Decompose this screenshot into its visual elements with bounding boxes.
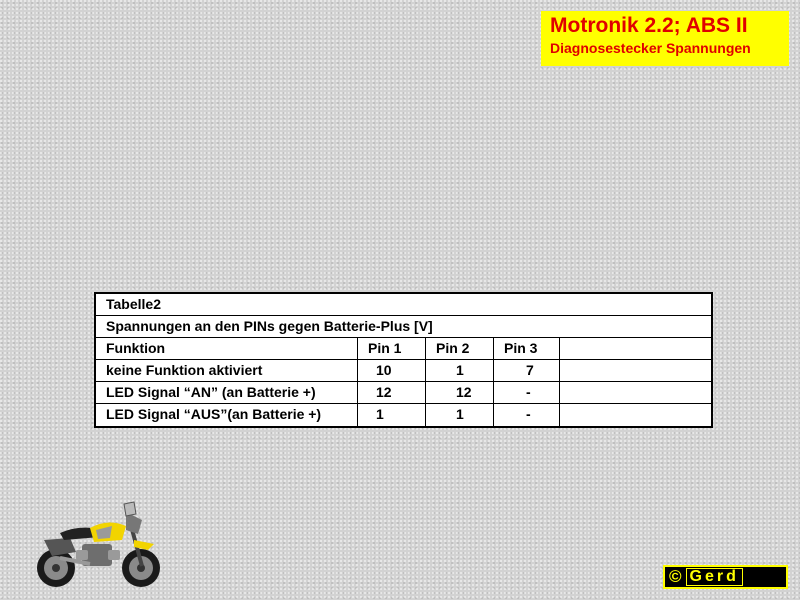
table-header-row xyxy=(96,338,711,360)
empty-cell xyxy=(559,382,711,403)
copyright-badge xyxy=(663,565,788,589)
table-row xyxy=(96,360,711,382)
header-funktion: Funktion xyxy=(106,340,166,356)
row-pin3: 7 xyxy=(493,360,559,381)
row-pin1: 10 xyxy=(357,360,425,381)
header-pin1: Pin 1 xyxy=(357,338,425,359)
voltage-table xyxy=(94,292,713,428)
row-pin3: - xyxy=(493,404,559,426)
row-pin3: - xyxy=(493,382,559,403)
row-function: LED Signal “AN” (an Batterie +) xyxy=(106,384,316,400)
empty-cell xyxy=(559,338,711,359)
table-caption: Spannungen an den PINs gegen Batterie-Plus [V] xyxy=(106,318,433,334)
row-pin1: 12 xyxy=(357,382,425,403)
row-pin2: 1 xyxy=(425,404,493,426)
table-name-row xyxy=(96,294,711,316)
author-name: Gerd xyxy=(686,568,743,586)
header-pin3: Pin 3 xyxy=(493,338,559,359)
row-function: keine Funktion aktiviert xyxy=(106,362,263,378)
empty-cell xyxy=(559,360,711,381)
table-row xyxy=(96,382,711,404)
row-pin2: 1 xyxy=(425,360,493,381)
copyright-symbol: © xyxy=(669,567,682,586)
table-row xyxy=(96,404,711,426)
page-subtitle: Diagnosestecker Spannungen xyxy=(550,40,751,56)
table-name: Tabelle2 xyxy=(106,296,161,312)
title-box xyxy=(541,11,789,66)
empty-cell xyxy=(559,404,711,426)
header-pin2: Pin 2 xyxy=(425,338,493,359)
row-pin1: 1 xyxy=(357,404,425,426)
row-pin2: 12 xyxy=(425,382,493,403)
table-caption-row xyxy=(96,316,711,338)
page-title: Motronik 2.2; ABS II xyxy=(550,14,748,37)
motorcycle-illustration xyxy=(30,500,170,595)
row-function: LED Signal “AUS”(an Batterie +) xyxy=(106,406,322,422)
